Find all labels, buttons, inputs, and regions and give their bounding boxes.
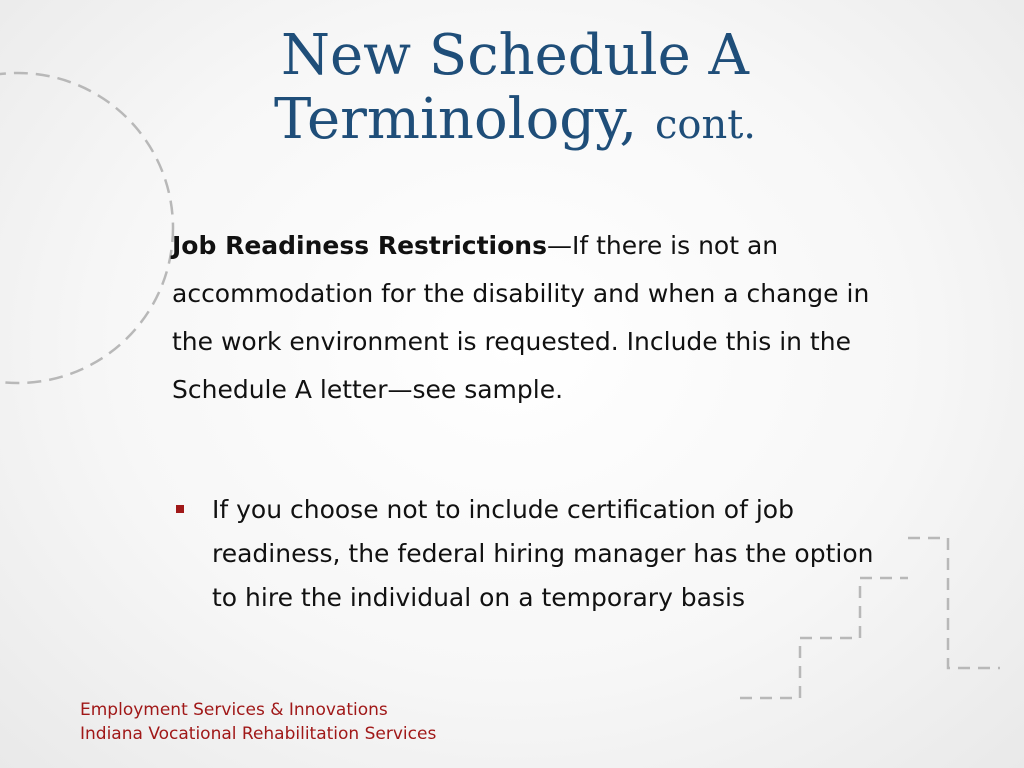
footer-line-2: Indiana Vocational Rehabilitation Services [80,724,437,744]
definition-paragraph [172,222,912,414]
dashed-circle-decoration [0,73,173,383]
slide-title [170,24,860,157]
footer [80,698,436,746]
title-suffix: cont. [654,102,757,148]
title-line-1: New Schedule A [280,23,749,88]
bullet-square-icon [176,505,184,513]
dashed-steps-decoration-2 [908,538,1000,668]
term-definition: —If there is not an accommodation for the disability and when a change in the work environment is requested. Include this in the Schedule A letter—see sample. [172,231,870,404]
title-line-2: Terminology, [273,87,638,152]
footer-line-1: Employment Services & Innovations [80,700,388,720]
term-label: Job Readiness Restrictions [172,231,547,260]
bullet-text: If you choose not to include certification of job readiness, the federal hiring manager has the option to hire the individual on a temporary basis [212,495,874,612]
